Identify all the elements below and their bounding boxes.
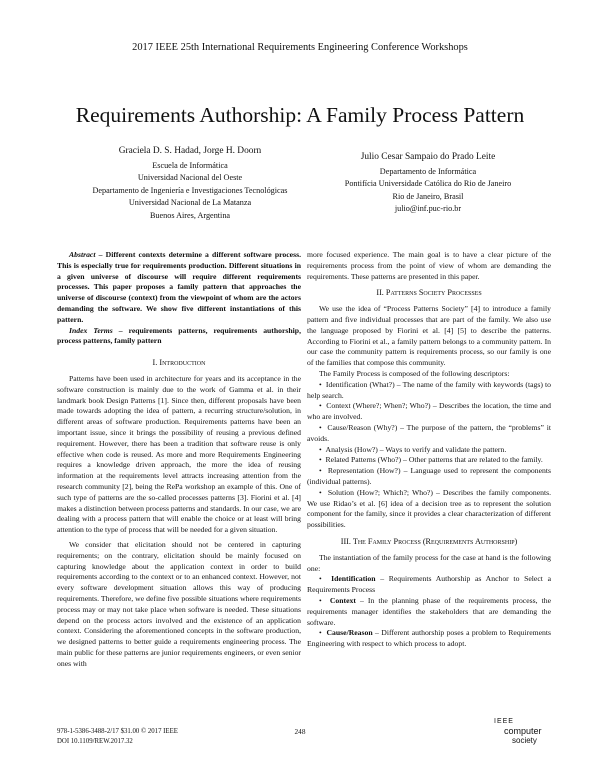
list-item-desc: – Ways to verify and validate the pattern. bbox=[377, 444, 507, 454]
logo-text: computer bbox=[504, 726, 542, 736]
list-item: • Identification (What?) – The name of the family with keywords (tags) to help search. bbox=[307, 379, 551, 400]
author-names-left: Graciela D. S. Hadad, Jorge H. Doorn bbox=[118, 146, 262, 156]
list-item-desc: – Requirements Authorship as Anchor to Select a Requirements Process bbox=[307, 574, 551, 595]
paragraph: We use the idea of “Process Patterns Society” [4] to introduce a family pattern and five individual processes that are part of the family. We also use the language proposed by Fiorini et al. [4] [5] to describe the patterns. According to Fiorini et al., a family pattern belongs to a community pattern. In our case the community pattern is requirements process, so our family is one of the families that compose this community. bbox=[307, 304, 551, 368]
abstract-text: – Different contexts determine a different software process. This is especially true for requirements production. Different situations in a given universe of discourse will require different requirements processes. This paper proposes a family pattern that approaches the universe of discourse (context) from the viewpoint of whom are the actors demanding the software. We show five different instantiations of this pattern. bbox=[57, 250, 301, 324]
list-item: • Related Patterns (Who?) – Other patterns that are related to the family. bbox=[319, 455, 543, 465]
list-item-term: Cause/Reason (Why?) bbox=[327, 422, 398, 432]
list-item: • Cause/Reason – Different authorship poses a problem to Requirements Engineering with respect to which process to adopt. bbox=[307, 628, 551, 649]
list-item: • Cause/Reason (Why?) – The purpose of the pattern, the “problems” it avoids. bbox=[307, 422, 552, 443]
author-block-right bbox=[318, 151, 538, 216]
list-item-term: Context bbox=[329, 595, 356, 605]
left-column bbox=[57, 250, 301, 669]
logo-text: society bbox=[512, 736, 537, 745]
abstract bbox=[57, 250, 301, 326]
paragraph: We consider that elicitation should not be centered in capturing requirements; on the contrary, elicitation should be mainly focused on capturing knowledge about the application context in order to build requirements according to the context or to an enhanced context. However, not every software development situation allows this way of producing requirements. Therefore, we define five possible situations where requirements process may or may not take place when software is needed. These situations depend on the process actors involved and the existence of an application context. Considering the aforementioned concepts in the software production, we designed patterns to better guide a requirements engineering process. The main public for these patterns are junior requirements engineers, or even senior ones with bbox=[57, 539, 301, 668]
logo-text: IEEE bbox=[494, 718, 514, 725]
list-item-term: Related Patterns (Who?) bbox=[325, 455, 402, 465]
author-block-left bbox=[70, 145, 310, 222]
paragraph: Patterns have been used in architecture for years and its acceptance in the software construction is mainly due to the work of Gamma et al. in their landmark book Design Patterns [1]. Since then, different proposals have been made towards adopting the idea of pattern, a recurring structure/solution, in different areas of software production. Requirements patterns have been an important issue, since it brings the possibility of reusing a previous defined requirement. However, there has been a tradition that software reuse is only effective when code is reused. As more and more Requirements Engineering requires a knowledge driven approach, the more the idea of reusing information at the requirements level attracts increasing attention from the research community [2], being the RePa workshop an example of this. One of such type of patterns are the so-called processes patterns [3]. Fiorini et al. [4] makes a distinction between process patterns and standards. In our case, we are dealing with a process pattern that will enable the choice or at least will bring attention to the type of process that will be needed for a given situation. bbox=[57, 373, 301, 535]
right-column bbox=[307, 250, 551, 650]
section-heading: I. Introduction bbox=[152, 358, 206, 368]
list-item-desc: – The name of the family with keywords (tags) to help search. bbox=[307, 379, 551, 400]
list-item-desc: – Different authorship poses a problem to Requirements Engineering with respect to which process to adopt. bbox=[307, 628, 551, 649]
affiliation-line: Buenos Aires, Argentina bbox=[149, 210, 231, 220]
paper-title: Requirements Authorship: A Family Process Pattern bbox=[75, 103, 525, 127]
paragraph: The Family Process is composed of the following descriptors: bbox=[319, 368, 510, 378]
affiliation-line: Departamento de Ingeniería e Investigaciones Tecnológicas bbox=[92, 185, 288, 195]
affiliation-line: Universidad Nacional de La Matanza bbox=[128, 198, 252, 207]
paragraph: more focused experience. The main goal is to have a clear picture of the requirements process from the point of view of whom are demanding the requirements. These patterns are presented in this paper. bbox=[307, 250, 551, 281]
section-heading: II. Patterns Society Processes bbox=[376, 288, 482, 298]
index-terms-text: – requirements patterns, requirements authorship, process patterns, family pattern bbox=[57, 325, 302, 346]
list-item-desc: – Describes the family components. We use Ridao’s et al. [6] idea of a decision tree as to represent the solution component for the family, since it provides a clear characterization of different possibilities. bbox=[307, 487, 551, 530]
abstract-label: Abstract bbox=[69, 250, 96, 259]
page-number: 248 bbox=[294, 727, 306, 736]
list-item-term: Context (Where?; When?; Who?) bbox=[326, 401, 431, 411]
paragraph: The instantiation of the family process for the case at hand is the following one: bbox=[307, 552, 551, 573]
index-terms bbox=[57, 326, 301, 348]
index-terms-label: Index Terms bbox=[69, 325, 113, 335]
list-item-desc: – Describes the location, the time and who are involved. bbox=[307, 401, 551, 422]
list-item: • Identification – Requirements Authorship as Anchor to Select a Requirements Process bbox=[307, 574, 551, 595]
list-item-term: Representation (How?) bbox=[327, 466, 401, 476]
list-item: • Analysis (How?) – Ways to verify and validate the pattern. bbox=[319, 444, 507, 454]
list-item-desc: – Language used to represent the components (individual patterns). bbox=[307, 466, 552, 486]
list-item: • Context – In the planning phase of the requirements process, the requirements manager identifies the stakeholders that are demanding the software. bbox=[307, 595, 551, 627]
list-item-term: Cause/Reason bbox=[326, 628, 373, 638]
list-item-desc: – Other patterns that are related to the family. bbox=[401, 455, 543, 465]
affiliation-line: Departamento de Informática bbox=[379, 166, 477, 176]
author-email[interactable]: julio@inf.puc-rio.br bbox=[394, 204, 462, 213]
conference-header: 2017 IEEE 25th International Requirements Engineering Conference Workshops bbox=[132, 42, 468, 53]
list-item-desc: – The purpose of the pattern, the “problems” it avoids. bbox=[307, 422, 552, 443]
list-item-term: Identification (What?) bbox=[325, 379, 395, 389]
footer-isbn: 978-1-5386-3488-2/17 $31.00 © 2017 IEEE bbox=[57, 728, 178, 735]
author-names-right: Julio Cesar Sampaio do Prado Leite bbox=[360, 152, 496, 162]
list-item: • Representation (How?) – Language used to represent the components (individual patterns). bbox=[307, 466, 552, 486]
list-item-term: Solution (How?; Which?; Who?) bbox=[327, 487, 433, 497]
affiliation-line: Escuela de Informática bbox=[152, 160, 228, 170]
affiliation-line: Rio de Janeiro, Brasil bbox=[392, 191, 464, 201]
affiliation-line: Universidad Nacional del Oeste bbox=[137, 173, 243, 182]
list-item-desc: – In the planning phase of the requirements process, the requirements manager identifies the stakeholders that are demanding the software. bbox=[307, 595, 551, 627]
footer-doi: DOI 10.1109/REW.2017.32 bbox=[57, 737, 133, 745]
list-item: • Context (Where?; When?; Who?) – Describes the location, the time and who are involved. bbox=[307, 401, 551, 422]
section-heading: III. The Family Process (Requirements Authorship) bbox=[340, 536, 518, 546]
affiliation-line: Pontifícia Universidade Católica do Rio de Janeiro bbox=[344, 179, 512, 188]
computer-society-logo bbox=[486, 718, 550, 748]
list-item-term: Analysis (How?) bbox=[325, 444, 378, 454]
list-item-term: Identification bbox=[331, 574, 376, 584]
list-item: • Solution (How?; Which?; Who?) – Describes the family components. We use Ridao’s et al. [6] idea of a decision tree as to represent the solution component for the family, since it provides a clear characterization of different possibilities. bbox=[307, 487, 551, 530]
